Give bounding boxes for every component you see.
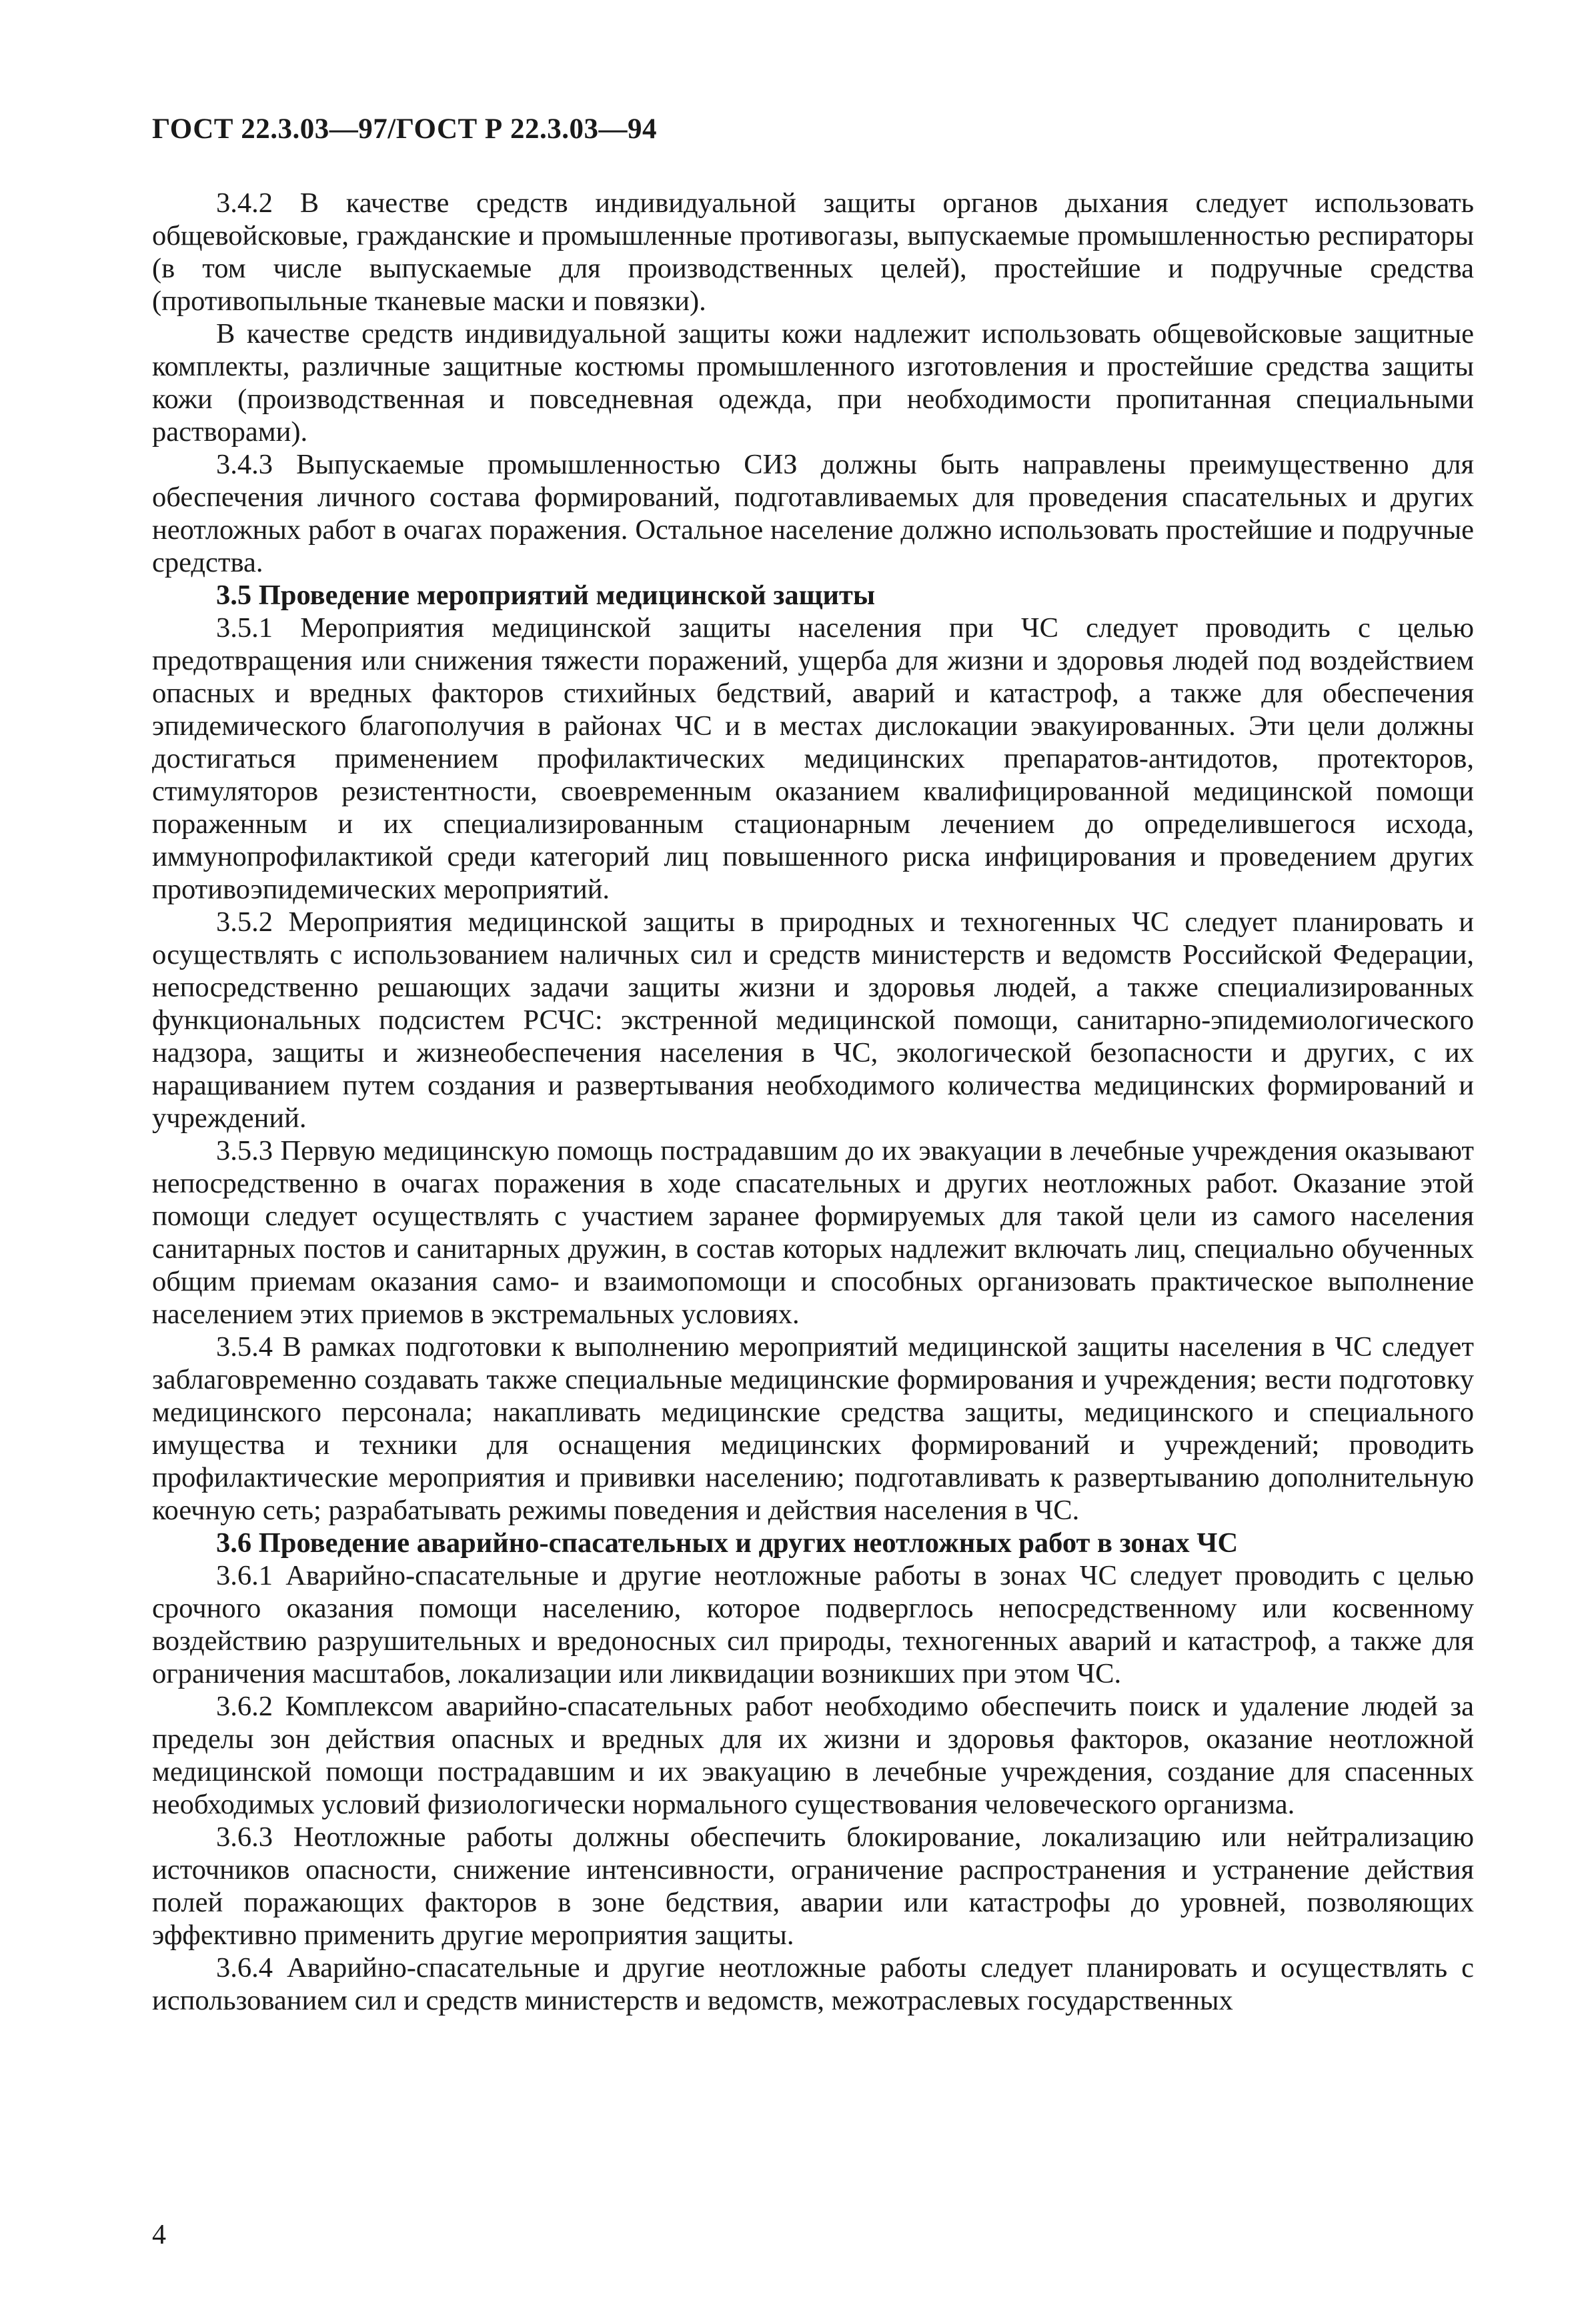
- paragraph: 3.5.4 В рамках подготовки к выполнению мероприятий медицинской защиты населения в ЧС следует заблаговременно создавать также специальные медицинские формирования и учреждения; вести подготовку медицинского персонала; накапливать медицинские средства защиты, медицинского и специального имущества и техники для оснащения медицинских формирований и учреждений; проводить профилактические мероприятия и прививки населению; подготавливать к развертыванию дополнительную коечную сеть; разрабатывать режимы поведения и действия населения в ЧС.: [152, 1331, 1474, 1526]
- paragraph: 3.5.3 Первую медицинскую помощь пострадавшим до их эвакуации в лечебные учреждения оказывают непосредственно в очагах поражения в ходе спасательных и других неотложных работ. Оказание этой помощи следует осуществлять с участием заранее формируемых для такой цели из самого населения санитарных постов и санитарных дружин, в состав которых надлежит включать лиц, специально обученных общим приемам оказания само- и взаимопомощи и способных организовать практическое выполнение населением этих приемов в экстремальных условиях.: [152, 1135, 1474, 1330]
- paragraph: 3.6.2 Комплексом аварийно-спасательных работ необходимо обеспечить поиск и удаление людей за пределы зон действия опасных и вредных для их жизни и здоровья факторов, оказание неотложной медицинской помощи пострадавшим и их эвакуацию в лечебные учреждения, создание для спасенных необходимых условий физиологически нормального существования человеческого организма.: [152, 1691, 1474, 1820]
- document-header: ГОСТ 22.3.03—97/ГОСТ Р 22.3.03—94: [152, 113, 657, 145]
- paragraph: 3.6.3 Неотложные работы должны обеспечить блокирование, локализацию или нейтрализацию источников опасности, снижение интенсивности, ограничение распространения и устранение действия полей поражающих факторов в зоне бедствия, аварии или катастрофы до уровней, позволяющих эффективно применить другие мероприятия защиты.: [152, 1821, 1474, 1951]
- paragraph: 3.5.1 Мероприятия медицинской защиты населения при ЧС следует проводить с целью предотвращения или снижения тяжести поражений, ущерба для жизни и здоровья людей под воздействием опасных и вредных факторов стихийных бедствий, аварий и катастроф, а также для обеспечения эпидемического благополучия в районах ЧС и в местах дислокации эвакуированных. Эти цели должны достигаться применением профилактических медицинских препаратов-антидотов, протекторов, стимуляторов резистентности, своевременным оказанием квалифицированной медицинской помощи пораженным и их специализированным стационарным лечением до определившегося исхода, иммунопрофилактикой среди категорий лиц повышенного риска инфицирования и проведением других противоэпидемических мероприятий.: [152, 612, 1474, 905]
- section-heading: 3.5 Проведение мероприятий медицинской защиты: [216, 580, 876, 611]
- paragraph: 3.5.2 Мероприятия медицинской защиты в природных и техногенных ЧС следует планировать и осуществлять с использованием наличных сил и средств министерств и ведомств Российской Федерации, непосредственно решающих задачи защиты жизни и здоровья людей, а также специализированных функциональных подсистем РСЧС: экстренной медицинской помощи, санитарно-эпидемиологического надзора, защиты и жизнеобеспечения населения в ЧС, экологической безопасности и других, с их наращиванием путем создания и развертывания необходимого количества медицинских формирований и учреждений.: [152, 906, 1474, 1134]
- paragraph: 3.4.2 В качестве средств индивидуальной защиты органов дыхания следует использовать общевойсковые, гражданские и промышленные противогазы, выпускаемые промышленностью респираторы (в том числе выпускаемые для производственных целей), простейшие и подручные средства (противопыльные тканевые маски и повязки).: [152, 187, 1474, 317]
- paragraph: В качестве средств индивидуальной защиты кожи надлежит использовать общевойсковые защитные комплекты, различные защитные костюмы промышленного изготовления и простейшие средства защиты кожи (производственная и повседневная одежда, при необходимости пропитанная специальными растворами).: [152, 318, 1474, 448]
- paragraph: 3.6.1 Аварийно-спасательные и другие неотложные работы в зонах ЧС следует проводить с целью срочного оказания помощи населению, которое подверглось непосредственному или косвенному воздействию разрушительных и вредоносных сил природы, техногенных аварий и катастроф, а также для ограничения масштабов, локализации или ликвидации возникших при этом ЧС.: [152, 1560, 1474, 1689]
- document-body: [152, 187, 1474, 2017]
- paragraph: 3.4.3 Выпускаемые промышленностью СИЗ должны быть направлены преимущественно для обеспечения личного состава формирований, подготавливаемых для проведения спасательных и других неотложных работ в очагах поражения. Остальное население должно использовать простейшие и подручные средства.: [152, 449, 1474, 578]
- page-number: 4: [152, 2220, 166, 2250]
- paragraph: 3.6.4 Аварийно-спасательные и другие неотложные работы следует планировать и осуществлять с использованием сил и средств министерств и ведомств, межотраслевых государственных: [152, 1952, 1474, 2016]
- section-heading: 3.6 Проведение аварийно-спасательных и других неотложных работ в зонах ЧС: [216, 1527, 1239, 1559]
